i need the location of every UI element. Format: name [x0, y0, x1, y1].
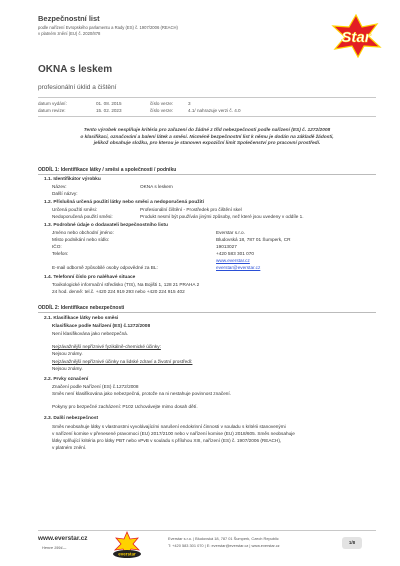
divider	[38, 97, 376, 98]
intended-use-value: Profesionální čištění - Prostředek pro čištění skel	[140, 207, 242, 212]
subsection-2-1: 2.1. Klasifikace látky nebo směsi	[44, 316, 119, 321]
regulation-version-line: v platném znění (EU) č. 2020/878	[38, 31, 101, 36]
other-hazards-line: Směs neobsahuje látky s vlastnostmi vyvolávajícími narušení endokrinní činnosti v souladu s kritérii stanovenými	[52, 424, 286, 429]
health-env-value: Nejsou známy.	[52, 366, 83, 371]
subsection-1-2: 1.2. Příslušná určená použití látky nebo směsi a nedoporučená použití	[44, 200, 204, 205]
precautionary-statement: Pokyny pro bezpečné zacházení: P102 Uchovávejte mimo dosah dětí.	[52, 404, 198, 409]
physchem-value: Nejsou známy.	[52, 351, 83, 356]
divider	[38, 312, 376, 313]
other-names-label: Další názvy:	[52, 191, 78, 196]
labelling-note: Směs není klasifikována jako nebezpečná, protože na ni nestahuje povinnost značení.	[52, 391, 232, 396]
emergency-center: Toxikologické informační středisko (TIS), Na Bojišti 1, 128 21 PRAHA 2	[52, 282, 200, 287]
email-link[interactable]: everstar@everstar.cz	[216, 265, 261, 270]
other-hazards-line: v platném znění.	[52, 445, 87, 450]
physchem-label: Nejzávažnější nepříznivé fyzikálně-chemické účinky:	[52, 344, 161, 349]
phone-value: +420 583 301 070	[216, 251, 254, 256]
footer-tagline: Hence 1994—	[42, 546, 67, 550]
replaces-label: číslo verze:	[150, 108, 174, 113]
logo-text: Star	[341, 29, 371, 46]
issued-label: datum vydání:	[38, 101, 67, 106]
name-value: OKNA s leskem	[140, 184, 173, 189]
subsection-1-4: 1.4. Telefonní číslo pro naléhavé situace	[44, 275, 136, 280]
labelling-regulation: Značení podle Nařízení (ES) č.1272/2008	[52, 384, 139, 389]
product-use: profesionální úklid a čištění	[38, 84, 117, 91]
revised-label: datum revize:	[38, 108, 66, 113]
page-number: 1/8	[342, 537, 362, 549]
divider	[38, 116, 376, 117]
revised-value: 15. 02. 2023	[96, 108, 122, 113]
phone-label: Telefon:	[52, 251, 69, 256]
subsection-1-3: 1.3. Podrobné údaje o dodavateli bezpečnostního listu	[44, 223, 168, 228]
not-recommended-value: Produkt nesmí být používán jinými způsoby, než které jsou uvedeny v oddíle 1.	[140, 214, 304, 219]
ico-value: 19013027	[216, 244, 237, 249]
footer-divider	[38, 530, 376, 531]
everstar-mascot-logo	[108, 530, 146, 560]
product-name: OKNA s leskem	[38, 64, 113, 75]
other-hazards-line: v nařízení komise v přenesené pravomoci (EU) 2017/2100 nebo v nařízení komise (EU) 2018/605. Směs neobsahuje	[52, 431, 295, 436]
address-value: Bludovská 18, 787 01 Šumperk, CR	[216, 237, 291, 242]
footer-website[interactable]: www.everstar.cz	[38, 535, 88, 542]
intro-statement	[38, 128, 376, 148]
health-env-label: Nejzávažnější nepříznivé účinky na lidské zdraví a životní prostředí:	[52, 359, 193, 364]
website-link[interactable]: www.everstar.cz	[216, 258, 250, 263]
email-label: E-mail odborně způsobilé osoby odpovědné za BL:	[52, 265, 158, 270]
star-logo	[330, 14, 382, 58]
subsection-1-1: 1.1. Identifikátor výrobku	[44, 177, 101, 182]
name-label: Název:	[52, 184, 67, 189]
replaces-value: 4.1/ nahrazuje verzi č. 4.0	[188, 108, 241, 113]
classification-value: Není klasifikována jako nebezpečná.	[52, 331, 129, 336]
intended-use-label: Určená použití směsi:	[52, 207, 98, 212]
footer-address: Everstar s.r.o. | Bludovská 18, 787 01 Šumperk, Czech Republic	[168, 536, 279, 541]
version-value: 3	[188, 101, 191, 106]
footer-contacts: T: +420 583 301 070 | E: everstar@everstar.cz | www.everstar.cz	[168, 543, 280, 548]
ico-label: IČO:	[52, 244, 62, 249]
document-title: Bezpečnostní list	[38, 14, 100, 23]
intro-line: jelikož obsahuje složku, pro kterou je stanoven expoziční limit Společenství pro pracovní prostředí.	[93, 141, 321, 147]
divider	[38, 174, 376, 175]
section-2-heading: ODDÍL 2: Identifikace nebezpečnosti	[38, 305, 125, 311]
other-hazards-text	[52, 423, 295, 451]
version-label: číslo verze:	[150, 101, 174, 106]
subsection-2-2: 2.2. Prvky označení	[44, 377, 89, 382]
other-hazards-line: látky splňující kritéria pro látky PBT nebo vPvB v souladu s přílohou XIII, nařízení (ES) č. 1907/2006 (REACH),	[52, 438, 282, 443]
classification-label: Klasifikace podle Nařízení (ES) č.1272/2008	[52, 324, 151, 329]
not-recommended-label: Nedoporučená použití směsi:	[52, 214, 113, 219]
brand-text: everstar	[118, 551, 136, 557]
subsection-2-3: 2.3. Další nebezpečnost	[44, 416, 99, 421]
supplier-label: Jméno nebo obchodní jméno:	[52, 230, 114, 235]
supplier-value: Everstar s.r.o.	[216, 230, 245, 235]
section-1-heading: ODDÍL 1: Identifikace látky / směsi a společnosti / podniku	[38, 167, 177, 173]
regulation-line: podle nařízení Evropského parlamentu a Rady (ES) č. 1907/2006 (REACH)	[38, 25, 178, 30]
intro-line: Tento výrobek nesplňuje kritéria pro zařazení do žádné z tříd nebezpečnosti podle nařízení (ES) č. 1272/2008	[83, 128, 331, 133]
emergency-phones: 24 hod. denně: tel.č. +420 224 919 293 nebo +420 224 915 402	[52, 289, 185, 294]
issued-value: 01. 08. 2015	[96, 101, 122, 106]
intro-line: o klasifikaci, označování a balení látek a směsí. Nicméně bezpečnostní list k němu je dodán na základě žádosti,	[80, 134, 334, 140]
address-label: Místo podnikání nebo sídlo:	[52, 237, 110, 242]
